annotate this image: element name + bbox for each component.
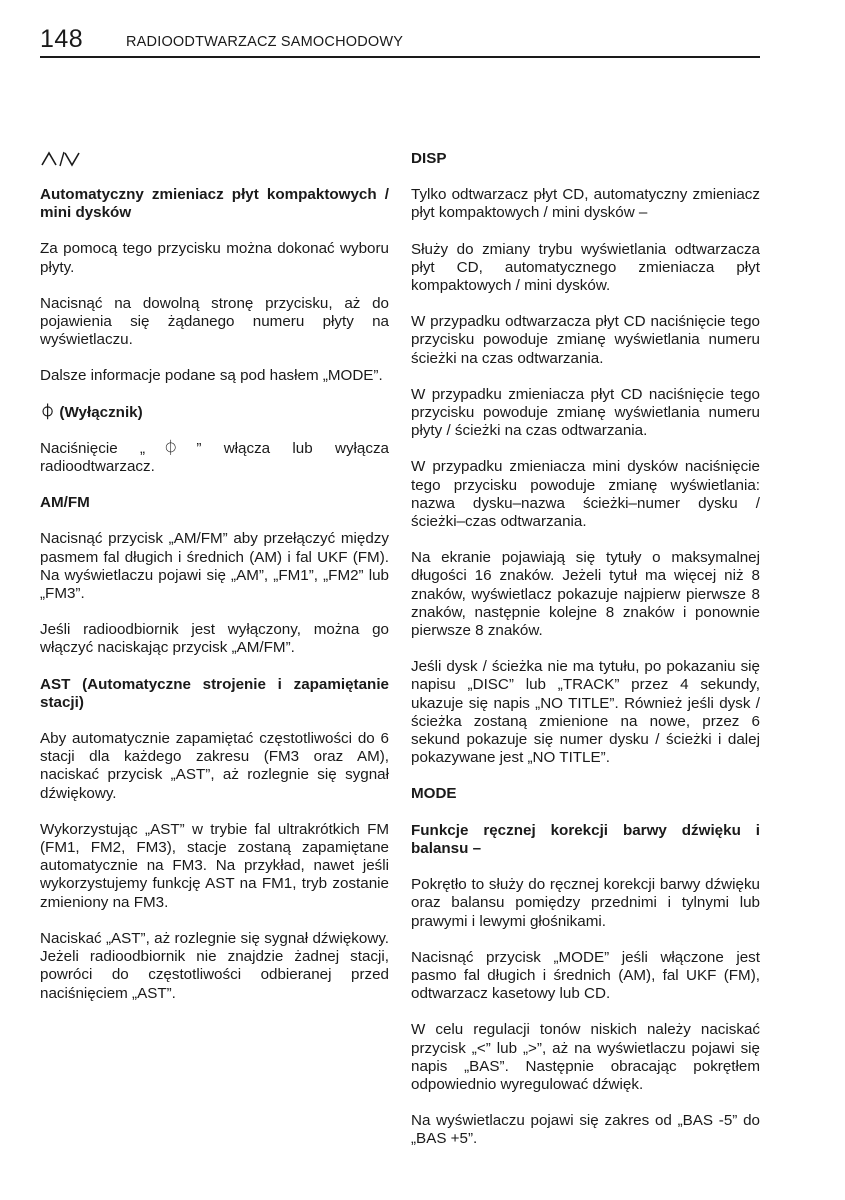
paragraph: Aby automatycznie zapamiętać częstotliwości do 6 stacji dla każdego zakresu (FM3 oraz AM), naciskać przycisk „AST”, aż rozlegnie się sygnał dźwiękowy. [40,730,389,802]
paragraph: W przypadku odtwarzacza płyt CD naciśnięcie tego przycisku powoduje zmianę wyświetlania numeru ścieżki na czas odtwarzania. [411,313,760,367]
heading-mode: MODE [411,785,457,803]
left-column [40,150,389,1021]
page-header [40,22,760,58]
running-section-title: RADIOODTWARZACZ SAMOCHODOWY [126,34,404,50]
paragraph: Jeśli radioodbiornik jest wyłączony, można go włączyć naciskając przycisk „AM/FM”. [40,621,389,657]
paragraph: Wykorzystując „AST” w trybie fal ultrakrótkich FM (FM1, FM2, FM3), stacje zostaną zapamiętane automatycznie na FM3. Na przykład, nawet jeśli wykorzystujemy funkcję AST na FM1, tryb zostanie zmieniony na FM3. [40,820,389,911]
heading-cd-changer: Automatyczny zmieniacz płyt kompaktowych / mini dysków [40,186,389,222]
paragraph: Na ekranie pojawiają się tytuły o maksymalnej długości 16 znaków. Jeżeli tytuł ma więcej niż 8 znaków, wyświetlacz pokazuje najpierw pierwsze 8 znaków, następnie kolejne 8 znaków i ponownie pierwsze 8 znaków. [411,549,760,640]
paragraph: W przypadku zmieniacza płyt CD naciśnięcie tego przycisku powoduje zmianę wyświetlania numeru płyty / ścieżki na czas odtwarzania. [411,385,760,440]
paragraph: Pokrętło to służy do ręcznej korekcji barwy dźwięku oraz balansu pomiędzy przednimi i tylnymi lub prawymi i lewymi głośnikami. [411,876,760,930]
heading-power-switch: ⏀ (Wyłącznik) [40,403,143,421]
paragraph: Tylko odtwarzacz płyt CD, automatyczny zmieniacz płyt kompaktowych / mini dysków – [411,186,760,222]
paragraph: Naciśnięcie „⏀” włącza lub wyłącza radioodtwarzacz. [40,439,389,476]
paragraph: Nacisnąć na dowolną stronę przycisku, aż do pojawienia się żądanego numeru płyty na wyświetlaczu. [40,294,389,349]
page-number: 148 [40,25,84,53]
paragraph: Jeśli dysk / ścieżka nie ma tytułu, po pokazaniu się napisu „DISC” lub „TRACK” przez 4 sekundy, ukazuje się napis „NO TITLE”. Również jeśli dysk / ścieżka zostaną zmienione na nowe, przez 6 sekund pokazuje się numer dysku / ścieżki i dalej pokazywane jest „NO TITLE”. [411,658,760,767]
paragraph: Na wyświetlaczu pojawi się zakres od „BAS -5” do „BAS +5”. [411,1112,760,1148]
paragraph: Za pomocą tego przycisku można dokonać wyboru płyty. [40,240,389,276]
paragraph: Nacisnąć przycisk „MODE” jeśli włączone jest pasmo fal długich i średnich (AM), fal UKF (FM), odtwarzacz kasetowy lub CD. [411,948,760,1003]
paragraph: Służy do zmiany trybu wyświetlania odtwarzacza płyt CD, automatycznego zmieniacza płyt kompaktowych / mini dysków. [411,240,760,295]
heading-am-fm: AM/FM [40,494,90,512]
paragraph: Nacisnąć przycisk „AM/FM” aby przełączyć między pasmem fal długich i średnich (AM) i fal UKF (FM). Na wyświetlaczu pojawi się „AM”, „FM1”, „FM2” lub „FM3”. [40,530,389,603]
paragraph: W celu regulacji tonów niskich należy naciskać przycisk „<” lub „>”, aż na wyświetlaczu pojawi się napis „BAS”. Następnie obracając pokrętłem odpowiednio wyregulować dźwięk. [411,1021,760,1093]
heading-ast: AST (Automatyczne strojenie i zapamiętanie stacji) [40,675,389,711]
heading-disp: DISP [411,150,447,167]
heading-tone-balance: Funkcje ręcznej korekcji barwy dźwięku i balansu – [411,821,760,857]
paragraph: Dalsze informacje podane są pod hasłem „MODE”. [40,367,383,385]
right-column [411,150,760,1167]
up-down-arrows-icon [40,150,80,168]
paragraph: W przypadku zmieniacza mini dysków naciśnięcie tego przycisku powoduje zmianę wyświetlania: nazwa dysku–nazwa ścieżki–numer dysku / ścieżki–czas odtwarzania. [411,458,760,531]
paragraph: Naciskać „AST”, aż rozlegnie się sygnał dźwiękowy. Jeżeli radioodbiornik nie znajdzie żadnej stacji, powróci do częstotliwości odbieranej przed naciśnięciem „AST”. [40,929,389,1002]
